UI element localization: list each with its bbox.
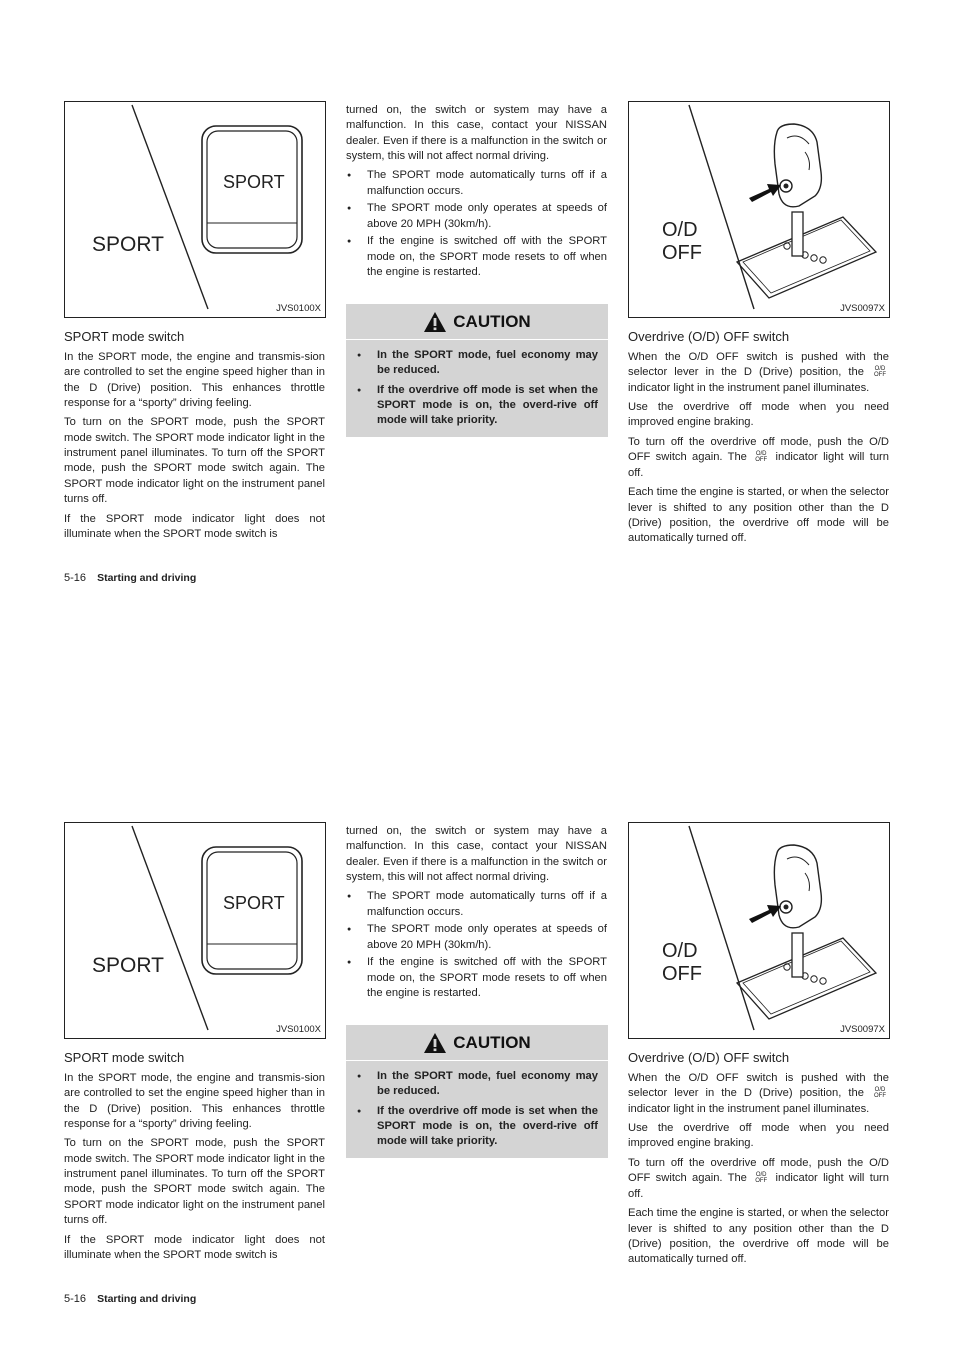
bullet-item: ● The SPORT mode automatically turns off if a malfunction occurs. xyxy=(346,889,607,920)
paragraph: In the SPORT mode, the engine and transmis-sion are controlled to set the engine speed higher than in the D (Drive) position. This enhances throttle response for a “sporty” driving feeling. xyxy=(64,351,325,409)
bullet-item: ● If the engine is switched off with the SPORT mode on, the SPORT mode resets to off when the engine is restarted. xyxy=(346,955,607,1001)
column-1 xyxy=(64,329,325,546)
bullet-item: ● The SPORT mode only operates at speeds of above 20 MPH (30km/h). xyxy=(346,201,607,232)
caution-body xyxy=(346,340,608,439)
section-name: Starting and driving xyxy=(97,1293,197,1305)
page-footer xyxy=(64,1293,196,1305)
paragraph: If the SPORT mode indicator light does not illuminate when the SPORT mode switch is xyxy=(64,1233,325,1261)
od-off-indicator-icon xyxy=(755,451,767,463)
shift-lever-illustration xyxy=(629,823,890,1039)
manual-page-2 xyxy=(0,721,954,1321)
page-footer xyxy=(64,572,196,584)
sport-switch-figure xyxy=(64,101,326,318)
paragraph-text: When the O/D OFF switch is pushed with the selector lever in the D (Drive) position, the xyxy=(628,351,889,379)
column-1 xyxy=(64,1050,325,1267)
caution-header xyxy=(346,304,608,340)
od-off-indicator-icon xyxy=(874,366,886,378)
od-off-switch-figure xyxy=(628,101,890,318)
paragraph-text: To turn off the overdrive off mode, push the O/D OFF switch again. The xyxy=(628,436,889,464)
paragraph xyxy=(628,435,889,481)
page-number: 5-16 xyxy=(64,1293,87,1305)
section-heading: Overdrive (O/D) OFF switch xyxy=(628,329,790,344)
caution-header xyxy=(346,1025,608,1061)
shift-lever-illustration xyxy=(629,102,890,318)
od-off-indicator-icon xyxy=(874,1087,886,1099)
paragraph-text: indicator light in the instrument panel illuminates. xyxy=(628,1102,870,1115)
od-label-line1: O/D xyxy=(662,940,698,962)
bullet-item: ● The SPORT mode only operates at speeds of above 20 MPH (30km/h). xyxy=(346,922,607,953)
sport-switch-illustration xyxy=(65,102,326,318)
caution-item: ● If the overdrive off mode is set when the SPORT mode is on, the overd-rive off mode will take priority. xyxy=(356,1104,598,1150)
page-number: 5-16 xyxy=(64,572,87,584)
paragraph xyxy=(628,350,889,396)
paragraph xyxy=(628,1071,889,1117)
sport-switch-figure xyxy=(64,822,326,1039)
od-symbol-top: O/D xyxy=(755,1172,767,1179)
od-symbol-bottom: OFF xyxy=(755,457,768,464)
section-heading: SPORT mode switch xyxy=(64,329,185,344)
paragraph: turned on, the switch or system may have a malfunction. In this case, contact your NISSAN dealer. Even if there is a malfunction in the switch or system, this will not affect normal driving. xyxy=(346,104,607,162)
od-label-line2: OFF xyxy=(662,242,702,264)
paragraph-text: To turn off the overdrive off mode, push the O/D OFF switch again. The xyxy=(628,1157,889,1185)
caution-title: CAUTION xyxy=(453,1032,531,1052)
caution-item: ● In the SPORT mode, fuel economy may be reduced. xyxy=(356,348,598,379)
paragraph: Each time the engine is started, or when the selector lever is shifted to any position other than the D (Drive) position, the overdrive off mode will be automatically turned off. xyxy=(628,486,889,545)
figure-code: JVS0097X xyxy=(840,303,885,314)
column-2 xyxy=(346,824,607,1004)
od-symbol-top: O/D xyxy=(874,366,886,373)
od-off-switch-figure xyxy=(628,822,890,1039)
od-symbol-top: O/D xyxy=(755,451,767,458)
od-symbol-bottom: OFF xyxy=(755,1178,768,1185)
od-symbol-top: O/D xyxy=(874,1087,886,1094)
caution-box xyxy=(346,1025,608,1158)
section-heading: Overdrive (O/D) OFF switch xyxy=(628,1050,790,1065)
column-2 xyxy=(346,103,607,283)
paragraph: To turn on the SPORT mode, push the SPORT mode switch. The SPORT mode indicator light in the instrument panel illuminates. To turn off the SPORT mode, push the SPORT mode switch again. The SPORT mode indicator light on the instrument panel turns off. xyxy=(64,416,325,505)
paragraph: Each time the engine is started, or when the selector lever is shifted to any position other than the D (Drive) position, the overdrive off mode will be automatically turned off. xyxy=(628,1207,889,1266)
section-name: Starting and driving xyxy=(97,572,197,584)
paragraph-text: indicator light will turn off. xyxy=(628,451,889,479)
switch-button-label: SPORT xyxy=(223,893,285,913)
figure-code: JVS0100X xyxy=(276,1024,321,1035)
bullet-item: ● The SPORT mode automatically turns off if a malfunction occurs. xyxy=(346,168,607,199)
bullet-item: ● If the engine is switched off with the SPORT mode on, the SPORT mode resets to off when the engine is restarted. xyxy=(346,234,607,280)
sport-indicator-label: SPORT xyxy=(92,954,164,977)
warning-icon xyxy=(423,1032,447,1054)
paragraph: Use the overdrive off mode when you need improved engine braking. xyxy=(628,1122,889,1150)
section-heading: SPORT mode switch xyxy=(64,1050,185,1065)
od-label-line1: O/D xyxy=(662,219,698,241)
caution-title: CAUTION xyxy=(453,311,531,331)
paragraph: Use the overdrive off mode when you need improved engine braking. xyxy=(628,401,889,429)
paragraph: turned on, the switch or system may have a malfunction. In this case, contact your NISSAN dealer. Even if there is a malfunction in the switch or system, this will not affect normal driving. xyxy=(346,825,607,883)
od-off-indicator-icon xyxy=(755,1172,767,1184)
sport-indicator-label: SPORT xyxy=(92,233,164,256)
caution-item: ● If the overdrive off mode is set when the SPORT mode is on, the overd-rive off mode will take priority. xyxy=(356,383,598,429)
manual-page-1 xyxy=(0,0,954,600)
od-symbol-bottom: OFF xyxy=(874,1093,887,1100)
caution-item: ● In the SPORT mode, fuel economy may be reduced. xyxy=(356,1069,598,1100)
column-3 xyxy=(628,1050,889,1272)
paragraph: In the SPORT mode, the engine and transmis-sion are controlled to set the engine speed higher than in the D (Drive) position. This enhances throttle response for a “sporty” driving feeling. xyxy=(64,1072,325,1130)
paragraph: If the SPORT mode indicator light does not illuminate when the SPORT mode switch is xyxy=(64,512,325,540)
paragraph-text: indicator light will turn off. xyxy=(628,1172,889,1200)
caution-box xyxy=(346,304,608,437)
paragraph-text: When the O/D OFF switch is pushed with the selector lever in the D (Drive) position, the xyxy=(628,1072,889,1100)
figure-code: JVS0097X xyxy=(840,1024,885,1035)
od-symbol-bottom: OFF xyxy=(874,372,887,379)
paragraph xyxy=(628,1156,889,1202)
column-3 xyxy=(628,329,889,551)
caution-body xyxy=(346,1061,608,1160)
figure-code: JVS0100X xyxy=(276,303,321,314)
warning-icon xyxy=(423,311,447,333)
paragraph: To turn on the SPORT mode, push the SPORT mode switch. The SPORT mode indicator light in the instrument panel illuminates. To turn off the SPORT mode, push the SPORT mode switch again. The SPORT mode indicator light on the instrument panel turns off. xyxy=(64,1137,325,1226)
sport-switch-illustration xyxy=(65,823,326,1039)
paragraph-text: indicator light in the instrument panel illuminates. xyxy=(628,381,870,394)
switch-button-label: SPORT xyxy=(223,172,285,192)
od-label-line2: OFF xyxy=(662,963,702,985)
